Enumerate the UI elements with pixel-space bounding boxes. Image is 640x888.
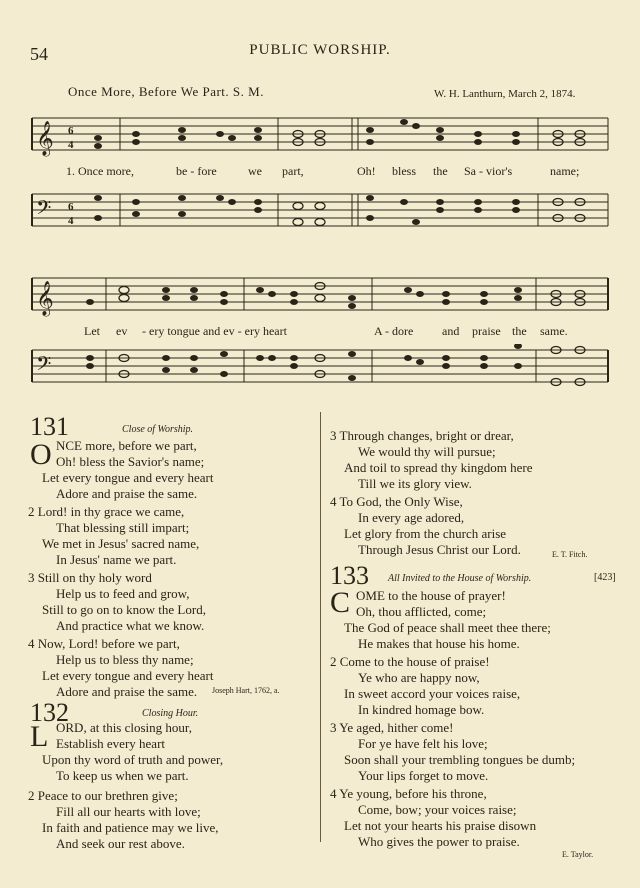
lyric-before: be - fore xyxy=(176,164,217,178)
hymn-133-line: In kindred homage bow. xyxy=(358,702,485,717)
lyric-same: same. xyxy=(540,324,568,338)
hymn-132-line: Upon thy word of truth and power, xyxy=(42,752,224,767)
hymn-132-line: ORD, at this closing hour, xyxy=(56,720,192,735)
hymn-132-cont-line: Till we its glory view. xyxy=(358,476,472,491)
hymn-131-number: 131 xyxy=(30,412,69,441)
hymn-131-line: NCE more, before we part, xyxy=(56,438,197,453)
hymn-133-number: 133 xyxy=(330,561,369,590)
running-head: PUBLIC WORSHIP. xyxy=(249,42,391,58)
hymn-133-line: He makes that house his home. xyxy=(358,636,520,651)
hymn-133-title: All Invited to the House of Worship. xyxy=(388,573,532,584)
hymn-132-title: Closing Hour. xyxy=(142,708,199,719)
hymn-131-title: Close of Worship. xyxy=(122,424,194,435)
hymn-133-ref: [423] xyxy=(594,572,616,583)
column-divider xyxy=(320,412,321,842)
hymn-133-line: Oh, thou afflicted, come; xyxy=(356,604,487,619)
lyric-the: the xyxy=(433,164,448,178)
hymn-131-line: Adore and praise the same. xyxy=(56,684,198,699)
hymn-133-line: 4 Ye young, before his throne, xyxy=(330,786,487,801)
hymn-133-line: Ye who are happy now, xyxy=(358,670,480,685)
lyric-and: and xyxy=(442,324,460,338)
lyric-bless: bless xyxy=(392,164,416,178)
hymn-131-line: 3 Still on thy holy word xyxy=(28,570,152,585)
hymn-133-attribution: E. Taylor. xyxy=(562,850,594,859)
hymn-132-dropcap: L xyxy=(30,720,49,753)
svg-text:4: 4 xyxy=(68,139,74,151)
svg-text:4: 4 xyxy=(68,215,74,227)
hymn-132-cont-line: We would thy will pursue; xyxy=(358,444,496,459)
hymn-133-line: OME to the house of prayer! xyxy=(356,588,506,603)
svg-text:6: 6 xyxy=(68,201,74,213)
hymn-131-line: And practice what we know. xyxy=(56,618,205,633)
svg-text:𝄞: 𝄞 xyxy=(36,282,54,315)
hymn-133-line: In sweet accord your voices raise, xyxy=(344,686,521,701)
page-number: 54 xyxy=(30,44,48,64)
hymn-131-dropcap: O xyxy=(30,438,52,471)
hymn-132-line: 2 Peace to our brethren give; xyxy=(28,788,178,803)
hymn-132-cont-line: Through Jesus Christ our Lord. xyxy=(358,542,521,557)
hymn-132-cont-line: 3 Through changes, bright or drear, xyxy=(330,428,514,443)
hymn-133-line: Who gives the power to praise. xyxy=(358,834,520,849)
svg-text:6: 6 xyxy=(68,125,74,137)
hymn-131-line: We met in Jesus' sacred name, xyxy=(42,536,200,551)
hymn-133-dropcap: C xyxy=(330,586,351,619)
svg-text:𝄢: 𝄢 xyxy=(36,198,52,224)
hymn-133-line: Your lips forget to move. xyxy=(358,768,489,783)
hymn-132-line: To keep us when we part. xyxy=(56,768,189,783)
hymn-131-line: Oh! bless the Savior's name; xyxy=(56,454,205,469)
lyric-part: part, xyxy=(282,164,304,178)
bass-staff-2 xyxy=(0,344,640,394)
hymn-132-line: And seek our rest above. xyxy=(56,836,185,851)
hymn-131-line: 4 Now, Lord! before we part, xyxy=(28,636,180,651)
hymn-132-cont-line: And toil to spread thy kingdom here xyxy=(344,460,533,475)
hymn-131-line: Let every tongue and every heart xyxy=(42,668,214,683)
lyric-the-2: the xyxy=(512,324,527,338)
bass-staff-1 xyxy=(0,188,640,238)
hymn-133-line: The God of peace shall meet thee there; xyxy=(344,620,551,635)
hymn-132-cont-line: 4 To God, the Only Wise, xyxy=(330,494,463,509)
treble-staff-1 xyxy=(0,112,640,162)
lyric-ev: ev xyxy=(116,324,128,338)
hymn-131-line: Let every tongue and every heart xyxy=(42,470,214,485)
lyric-savior: Sa - vior's xyxy=(464,164,513,178)
hymn-133-line: For ye have felt his love; xyxy=(358,736,488,751)
lyric-praise: praise xyxy=(472,324,501,338)
hymn-131-line: In Jesus' name we part. xyxy=(56,552,177,567)
lyric-name: name; xyxy=(550,164,580,178)
hymn-131-line: Adore and praise the same. xyxy=(56,486,198,501)
hymn-131-line: That blessing still impart; xyxy=(56,520,190,535)
hymn-132-cont-line: Let glory from the church arise xyxy=(344,526,507,541)
svg-text:𝄞: 𝄞 xyxy=(36,122,54,155)
hymn-131-line: Still to go on to know the Lord, xyxy=(42,602,206,617)
hymn-132-cont-line: In every age adored, xyxy=(358,510,465,525)
lyric-adore: A - dore xyxy=(374,324,414,338)
hymn-131-line: Help us to bless thy name; xyxy=(56,652,194,667)
lyric-every-tongue: - ery tongue and ev - ery heart xyxy=(142,324,287,338)
treble-staff-2 xyxy=(0,272,640,322)
hymn-133-line: Come, bow; your voices raise; xyxy=(358,802,517,817)
hymn-132-line: Establish every heart xyxy=(56,736,166,751)
hymn-133-line: Let not your hearts his praise disown xyxy=(344,818,537,833)
hymn-132-attribution: E. T. Fitch. xyxy=(552,550,588,559)
lyric-once-more: 1. Once more, xyxy=(66,164,134,178)
hymn-132-number: 132 xyxy=(30,698,69,727)
hymn-131-line: 2 Lord! in thy grace we came, xyxy=(28,504,185,519)
hymn-131-attribution: Joseph Hart, 1762, a. xyxy=(212,686,280,695)
hymn-133-line: 3 Ye aged, hither come! xyxy=(330,720,454,735)
tune-author: W. H. Lanthurn, March 2, 1874. xyxy=(434,88,576,100)
hymn-132-line: Fill all our hearts with love; xyxy=(56,804,201,819)
hymn-133-line: 2 Come to the house of praise! xyxy=(330,654,490,669)
lyric-let: Let xyxy=(84,324,100,338)
svg-text:𝄢: 𝄢 xyxy=(36,354,52,380)
tune-name: Once More, Before We Part. S. M. xyxy=(68,84,264,99)
lyric-we: we xyxy=(248,164,262,178)
hymn-132-line: In faith and patience may we live, xyxy=(42,820,219,835)
hymn-131-line: Help us to feed and grow, xyxy=(56,586,190,601)
lyric-oh: Oh! xyxy=(357,164,376,178)
hymn-133-line: Soon shall your trembling tongues be dumb; xyxy=(344,752,576,767)
